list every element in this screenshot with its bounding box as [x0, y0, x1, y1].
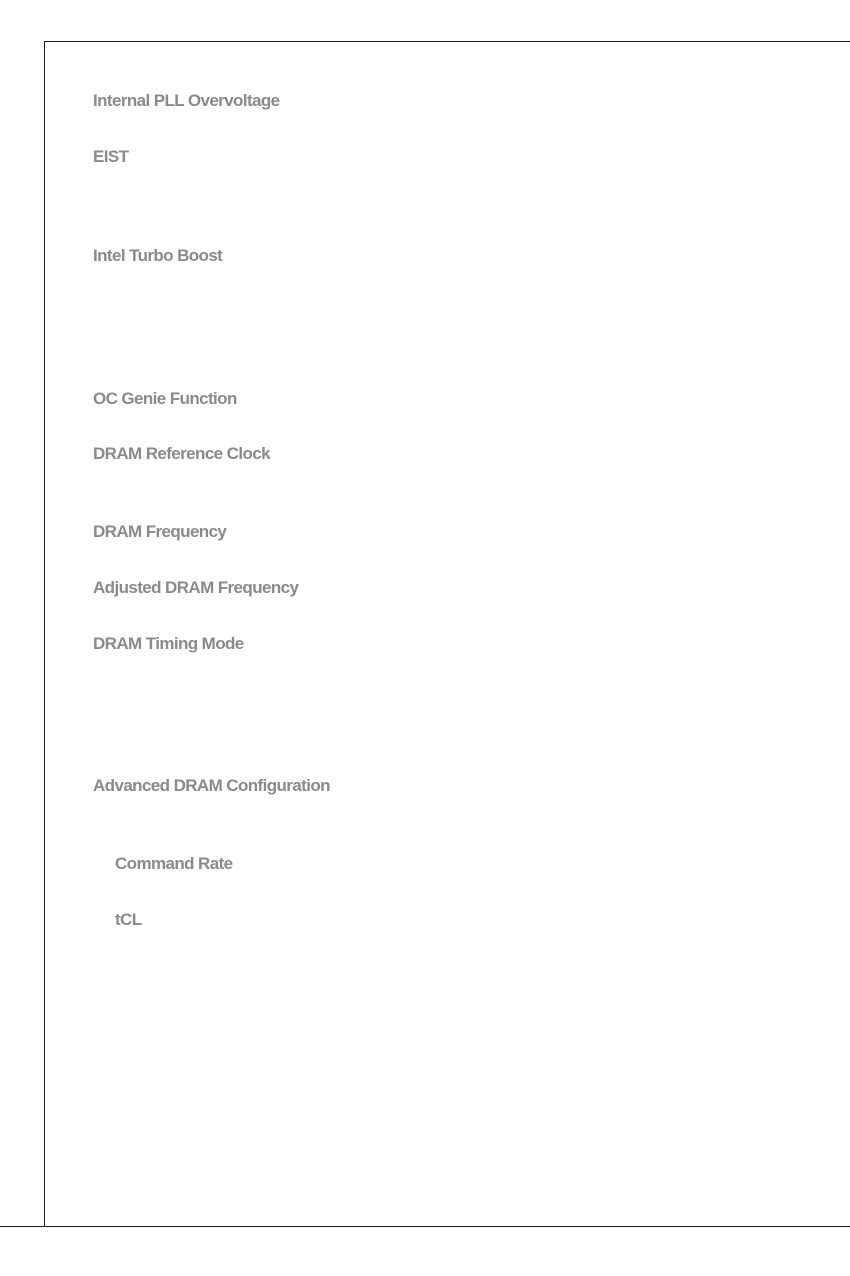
subitem-tcl: tCL	[115, 910, 142, 929]
subitem-command-rate: Command Rate	[115, 854, 233, 873]
item-dram-timing-mode: DRAM Timing Mode	[93, 634, 244, 653]
item-eist: EIST	[93, 147, 129, 166]
item-dram-reference-clock: DRAM Reference Clock	[93, 444, 270, 463]
item-intel-turbo-boost: Intel Turbo Boost	[93, 246, 223, 265]
item-adjusted-dram-frequency: Adjusted DRAM Frequency	[93, 578, 299, 597]
page-frame-bottom-rule	[0, 1226, 850, 1227]
item-internal-pll-overvoltage: Internal PLL Overvoltage	[93, 91, 280, 110]
item-dram-frequency: DRAM Frequency	[93, 522, 227, 541]
item-advanced-dram-configuration: Advanced DRAM Configuration	[93, 776, 330, 795]
page-frame-left-rule	[44, 41, 45, 1226]
page-frame-top-rule	[44, 41, 850, 42]
item-oc-genie-function: OC Genie Function	[93, 389, 237, 408]
